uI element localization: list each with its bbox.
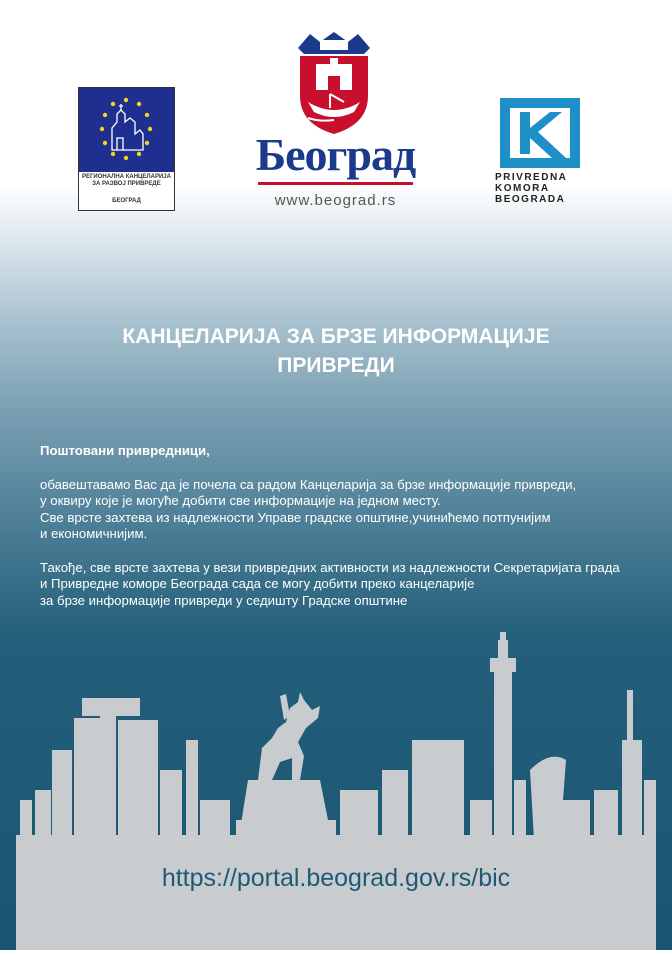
chamber-name-line: PRIVREDNA <box>495 172 568 183</box>
belgrade-coat-of-arms-icon <box>290 28 378 138</box>
regional-office-caption: РЕГИОНАЛНА КАНЦЕЛАРИЈА ЗА РАЗВОЈ ПРИВРЕДЕ <box>82 174 171 187</box>
chamber-of-commerce-logo-icon <box>500 98 580 168</box>
paragraph-line: и Привредне коморе Београда сада се могу добити преко канцеларије <box>40 576 475 591</box>
belgrade-wordmark: Београд <box>255 129 416 180</box>
paragraph-line: Такође, све врсте захтева у вези привредних активности из надлежности Секретаријата града <box>40 559 620 575</box>
paragraph-line: обавештавамо Вас да је почела са радом Канцеларија за брзе информације привреди, <box>40 476 577 492</box>
chamber-name-line: BEOGRADA <box>495 194 566 205</box>
title-line-1: КАНЦЕЛАРИЈА ЗА БРЗЕ ИНФОРМАЦИЈЕ <box>122 325 550 348</box>
chamber-name-line: KOMORA <box>495 183 550 194</box>
title-line-2: ПРИВРЕДИ <box>277 354 395 377</box>
paragraph-line: Све врсте захтева из надлежности Управе градске општине,учинићемо потпунијим <box>40 509 551 525</box>
eu-flag-icon <box>79 88 174 172</box>
announcement-body <box>40 443 660 626</box>
belgrade-website[interactable]: www.beograd.rs <box>274 192 397 209</box>
belgrade-skyline-illustration <box>0 630 672 950</box>
page-title <box>0 322 672 380</box>
paragraph-line: у оквиру које је могуће добити све информације на једном месту. <box>40 493 441 508</box>
regional-office-logo <box>78 87 175 211</box>
regional-office-city: БЕОГРАД <box>112 198 141 204</box>
belgrade-wordmark-underline <box>258 182 413 185</box>
portal-link[interactable]: https://portal.beograd.gov.rs/bic <box>161 864 511 892</box>
paragraph-line: и економичнијим. <box>40 526 148 541</box>
paragraph-line: за брзе информације привреди у седишту Градске општине <box>40 592 408 608</box>
paragraph-1 <box>40 477 660 543</box>
chamber-of-commerce-name <box>495 172 587 205</box>
paragraph-2 <box>40 560 660 610</box>
greeting: Поштовани привредници, <box>40 443 210 458</box>
